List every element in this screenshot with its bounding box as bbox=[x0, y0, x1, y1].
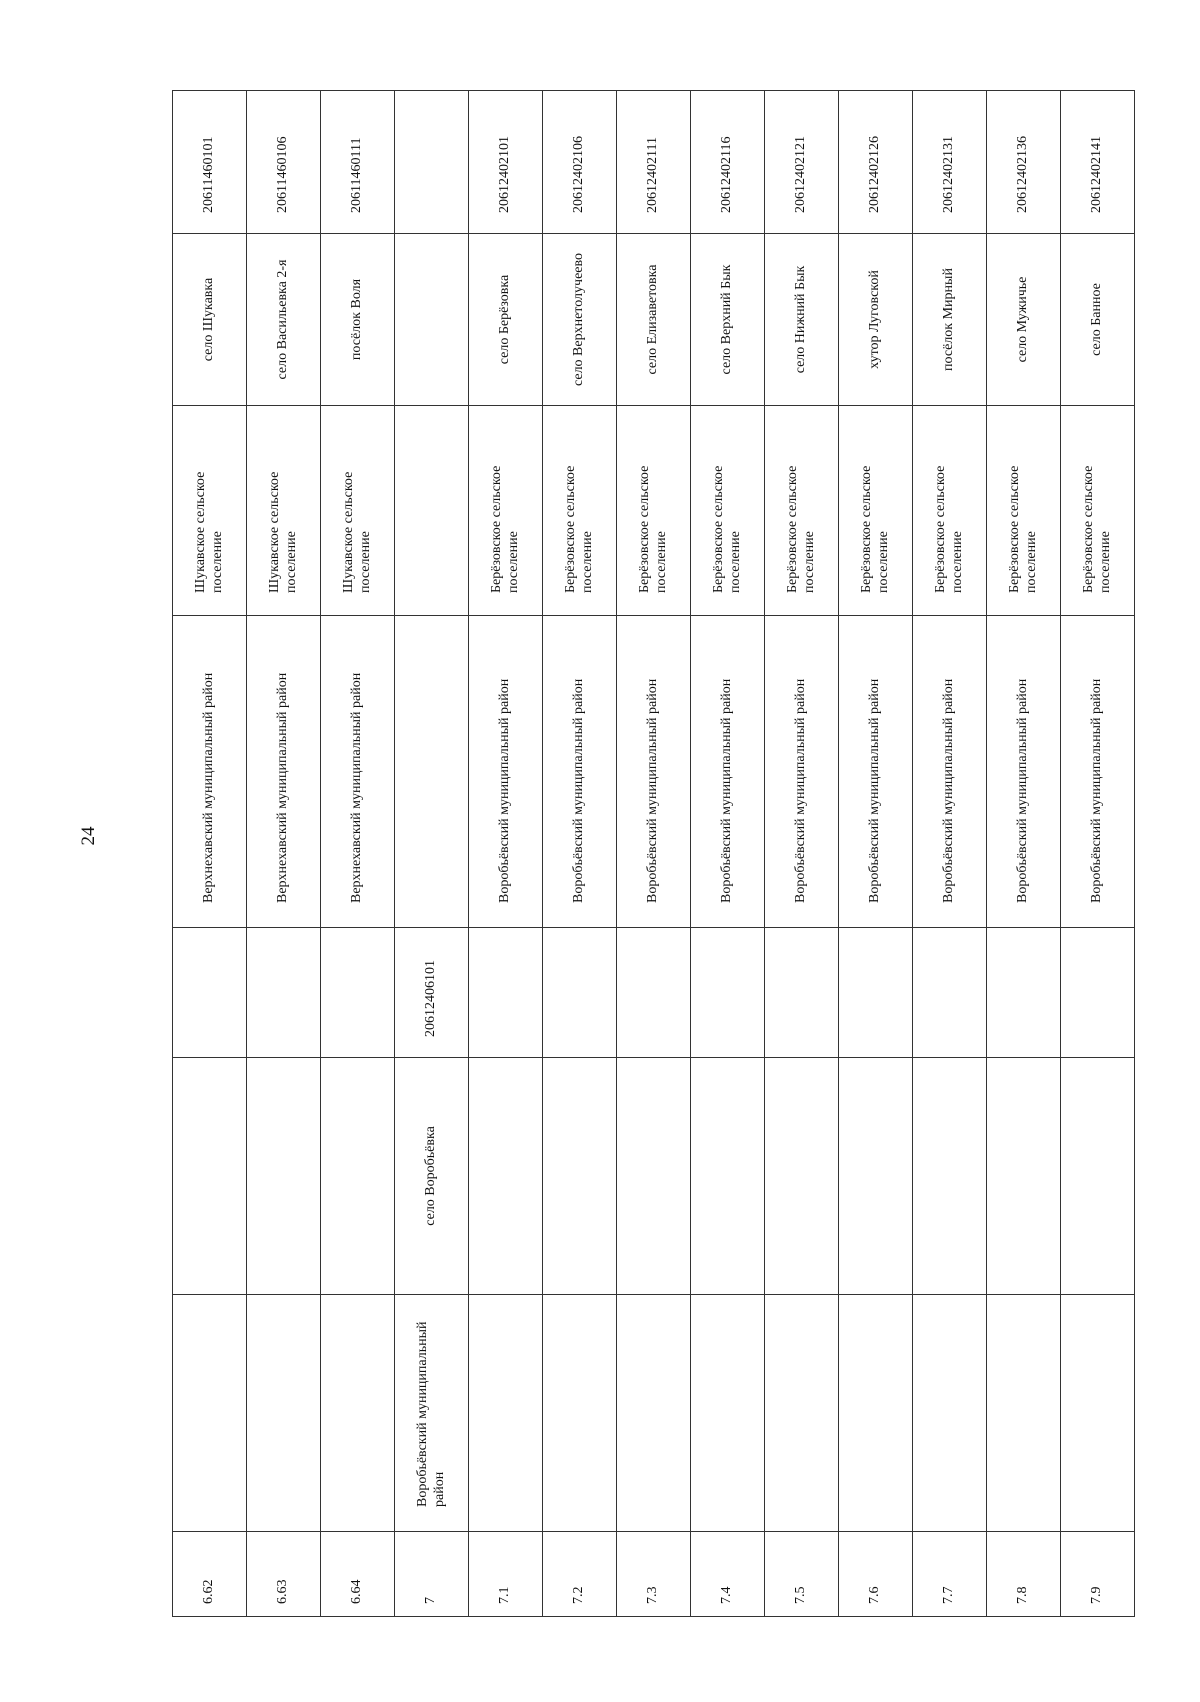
settlement-cell: Берёзовское сельское поселение bbox=[1061, 406, 1135, 616]
locality-cell: село Банное bbox=[1061, 234, 1135, 406]
settlement-cell: Берёзовское сельское поселение bbox=[691, 406, 765, 616]
table-row bbox=[395, 91, 469, 1617]
district-center-cell bbox=[173, 1058, 247, 1295]
locality-cell: село Мужичье bbox=[987, 234, 1061, 406]
district-center-cell: село Воробьёвка bbox=[395, 1058, 469, 1295]
municipal-district-cell bbox=[173, 1295, 247, 1532]
municipal-district-cell bbox=[617, 1295, 691, 1532]
locality-cell: село Елизаветовка bbox=[617, 234, 691, 406]
district-center-code-cell: 20612406101 bbox=[395, 928, 469, 1058]
district-center-cell bbox=[691, 1058, 765, 1295]
district-cell: Воробьёвский муниципальный район bbox=[469, 616, 543, 928]
settlement-cell: Берёзовское сельское поселение bbox=[617, 406, 691, 616]
locality-cell: посёлок Воля bbox=[321, 234, 395, 406]
table-row bbox=[913, 91, 987, 1617]
district-cell: Верхнехавский муниципальный район bbox=[247, 616, 321, 928]
locality-code-cell: 20611460101 bbox=[173, 91, 247, 234]
locality-code-cell bbox=[395, 91, 469, 234]
district-center-code-cell bbox=[247, 928, 321, 1058]
district-center-cell bbox=[765, 1058, 839, 1295]
locality-code-cell: 20612402101 bbox=[469, 91, 543, 234]
district-center-code-cell bbox=[691, 928, 765, 1058]
municipal-district-cell bbox=[247, 1295, 321, 1532]
locality-code-cell: 20612402116 bbox=[691, 91, 765, 234]
row-number-cell: 7.3 bbox=[617, 1532, 691, 1617]
locality-code-cell: 20612402106 bbox=[543, 91, 617, 234]
locality-code-cell: 20611460106 bbox=[247, 91, 321, 234]
district-center-code-cell bbox=[469, 928, 543, 1058]
locality-code-cell: 20612402121 bbox=[765, 91, 839, 234]
row-number-cell: 6.62 bbox=[173, 1532, 247, 1617]
locality-cell: село Васильевка 2-я bbox=[247, 234, 321, 406]
district-center-cell bbox=[913, 1058, 987, 1295]
district-cell: Воробьёвский муниципальный район bbox=[913, 616, 987, 928]
row-number-cell: 7.1 bbox=[469, 1532, 543, 1617]
row-number-cell: 6.64 bbox=[321, 1532, 395, 1617]
row-number-cell: 7.9 bbox=[1061, 1532, 1135, 1617]
district-cell: Воробьёвский муниципальный район bbox=[987, 616, 1061, 928]
locality-cell: село Нижний Бык bbox=[765, 234, 839, 406]
row-number-cell: 7.4 bbox=[691, 1532, 765, 1617]
municipal-district-cell bbox=[765, 1295, 839, 1532]
row-number-cell: 7.6 bbox=[839, 1532, 913, 1617]
settlements-table bbox=[172, 90, 1135, 1617]
settlement-cell: Берёзовское сельское поселение bbox=[543, 406, 617, 616]
municipal-district-cell bbox=[987, 1295, 1061, 1532]
district-center-code-cell bbox=[987, 928, 1061, 1058]
settlement-cell: Берёзовское сельское поселение bbox=[913, 406, 987, 616]
page-number: 24 bbox=[78, 826, 99, 846]
locality-cell: село Верхнетолучеево bbox=[543, 234, 617, 406]
district-center-cell bbox=[321, 1058, 395, 1295]
row-number-cell: 6.63 bbox=[247, 1532, 321, 1617]
row-number-cell: 7.8 bbox=[987, 1532, 1061, 1617]
settlement-cell: Шукавское сельское поселение bbox=[173, 406, 247, 616]
locality-code-cell: 20612402141 bbox=[1061, 91, 1135, 234]
table-row bbox=[765, 91, 839, 1617]
row-number-cell: 7.5 bbox=[765, 1532, 839, 1617]
locality-cell: село Верхний Бык bbox=[691, 234, 765, 406]
settlement-cell: Шукавское сельское поселение bbox=[247, 406, 321, 616]
municipal-district-cell bbox=[543, 1295, 617, 1532]
table-row bbox=[321, 91, 395, 1617]
municipal-district-cell bbox=[839, 1295, 913, 1532]
locality-code-cell: 20612402136 bbox=[987, 91, 1061, 234]
settlement-cell: Берёзовское сельское поселение bbox=[765, 406, 839, 616]
district-center-cell bbox=[247, 1058, 321, 1295]
locality-cell: село Шукавка bbox=[173, 234, 247, 406]
row-number-cell: 7.7 bbox=[913, 1532, 987, 1617]
district-cell: Воробьёвский муниципальный район bbox=[691, 616, 765, 928]
table-row bbox=[469, 91, 543, 1617]
district-center-code-cell bbox=[765, 928, 839, 1058]
district-center-code-cell bbox=[839, 928, 913, 1058]
table-row bbox=[691, 91, 765, 1617]
district-cell: Воробьёвский муниципальный район bbox=[617, 616, 691, 928]
district-center-code-cell bbox=[913, 928, 987, 1058]
locality-cell: хутор Луговской bbox=[839, 234, 913, 406]
district-center-code-cell bbox=[1061, 928, 1135, 1058]
settlement-cell bbox=[395, 406, 469, 616]
district-center-cell bbox=[469, 1058, 543, 1295]
district-center-code-cell bbox=[543, 928, 617, 1058]
row-number-cell: 7.2 bbox=[543, 1532, 617, 1617]
locality-cell: посёлок Мирный bbox=[913, 234, 987, 406]
district-cell: Воробьёвский муниципальный район bbox=[543, 616, 617, 928]
locality-code-cell: 20612402126 bbox=[839, 91, 913, 234]
district-center-code-cell bbox=[321, 928, 395, 1058]
district-center-code-cell bbox=[173, 928, 247, 1058]
settlement-cell: Берёзовское сельское поселение bbox=[469, 406, 543, 616]
settlement-cell: Берёзовское сельское поселение bbox=[839, 406, 913, 616]
locality-code-cell: 20612402131 bbox=[913, 91, 987, 234]
table-row bbox=[1061, 91, 1135, 1617]
table-row bbox=[543, 91, 617, 1617]
table-row bbox=[247, 91, 321, 1617]
rotated-table-wrapper bbox=[172, 91, 1113, 1617]
settlement-cell: Шукавское сельское поселение bbox=[321, 406, 395, 616]
locality-code-cell: 20612402111 bbox=[617, 91, 691, 234]
municipal-district-cell: Воробьёвский муниципальный район bbox=[395, 1295, 469, 1532]
district-center-cell bbox=[839, 1058, 913, 1295]
district-cell: Воробьёвский муниципальный район bbox=[1061, 616, 1135, 928]
locality-cell: село Берёзовка bbox=[469, 234, 543, 406]
district-cell: Воробьёвский муниципальный район bbox=[839, 616, 913, 928]
locality-code-cell: 20611460111 bbox=[321, 91, 395, 234]
district-center-cell bbox=[987, 1058, 1061, 1295]
table-row bbox=[617, 91, 691, 1617]
district-center-cell bbox=[617, 1058, 691, 1295]
table-row bbox=[173, 91, 247, 1617]
municipal-district-cell bbox=[691, 1295, 765, 1532]
locality-cell bbox=[395, 234, 469, 406]
table-row bbox=[987, 91, 1061, 1617]
municipal-district-cell bbox=[913, 1295, 987, 1532]
municipal-district-cell bbox=[469, 1295, 543, 1532]
municipal-district-cell bbox=[1061, 1295, 1135, 1532]
settlement-cell: Берёзовское сельское поселение bbox=[987, 406, 1061, 616]
district-cell bbox=[395, 616, 469, 928]
district-center-cell bbox=[1061, 1058, 1135, 1295]
district-center-code-cell bbox=[617, 928, 691, 1058]
district-cell: Верхнехавский муниципальный район bbox=[321, 616, 395, 928]
district-cell: Верхнехавский муниципальный район bbox=[173, 616, 247, 928]
row-number-cell: 7 bbox=[395, 1532, 469, 1617]
table-row bbox=[839, 91, 913, 1617]
municipal-district-cell bbox=[321, 1295, 395, 1532]
district-cell: Воробьёвский муниципальный район bbox=[765, 616, 839, 928]
district-center-cell bbox=[543, 1058, 617, 1295]
